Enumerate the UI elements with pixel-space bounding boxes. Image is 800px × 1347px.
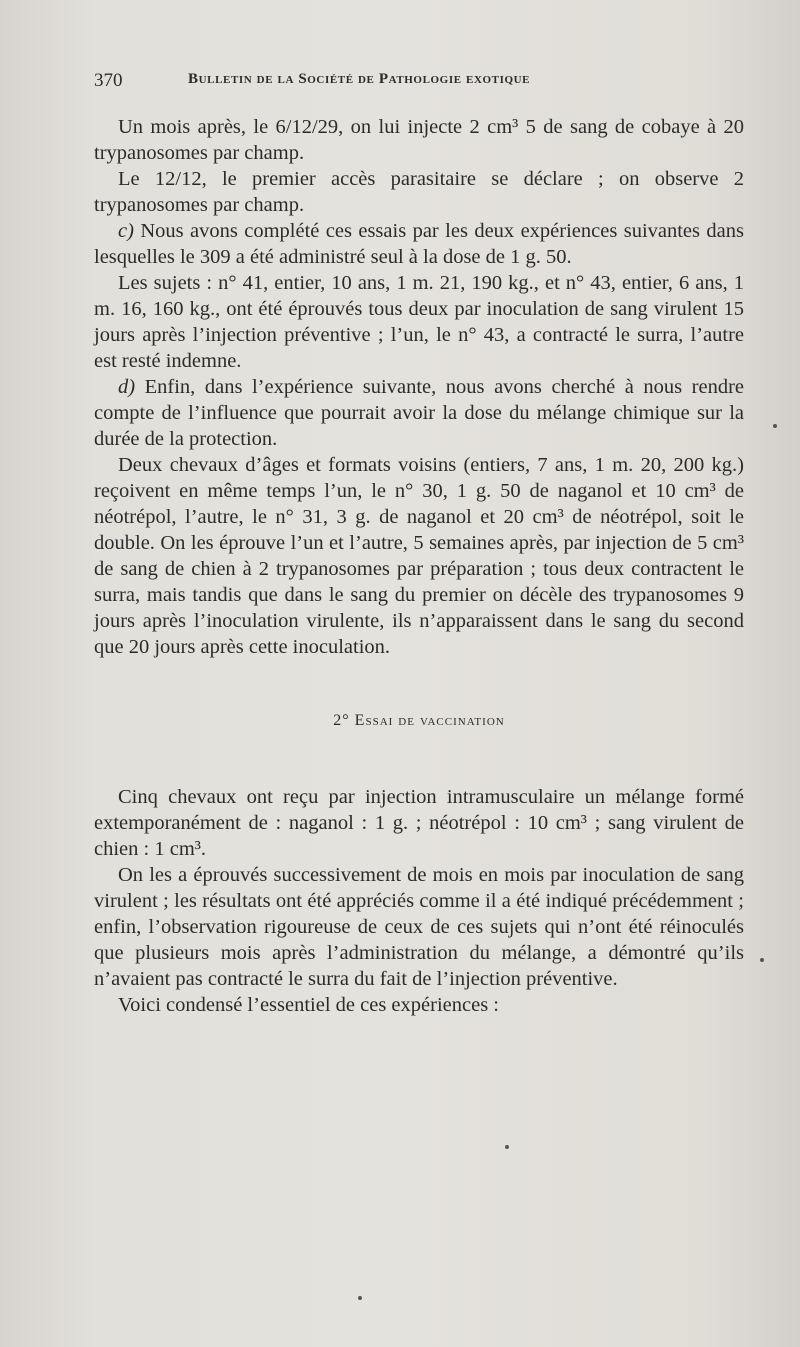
section-title: 2° Essai de vaccination [333,712,505,729]
paragraph-c [94,218,744,270]
running-title: Bulletin de la Société de Pathologie exotique [188,71,531,87]
paragraph-text: Enfin, dans l’expérience suivante, nous avons cherché à nous rendre compte de l’influence que pourrait avoir la dose du mélange chimique sur la durée de la protection. [94,376,744,450]
page-number: 370 [94,70,123,91]
paragraph: Voici condensé l’essentiel de ces expériences : [118,994,500,1016]
scan-speck [358,1296,362,1300]
page-header [94,70,654,100]
paragraph: Le 12/12, le premier accès parasitaire se déclare ; on observe 2 trypanosomes par champ. [94,168,744,216]
list-letter: c) [118,220,134,242]
paragraph: On les a éprouvés successivement de mois en mois par inoculation de sang virulent ; les résultats ont été appréciés comme il a été indiqué précédemment ; enfin, l’observation rigoureuse de ceux de ces sujets qui n’ont été réinoculés que plusieurs mois après l’administration du mélange, a démontré qu’ils n’avaient pas contracté le surra du fait de l’injection préventive. [94,864,744,990]
scan-speck [760,958,764,962]
paragraph: Un mois après, le 6/12/29, on lui injecte 2 cm³ 5 de sang de cobaye à 20 trypanosomes par champ. [94,116,744,164]
scan-speck [505,1145,509,1149]
paragraph: Deux chevaux d’âges et formats voisins (entiers, 7 ans, 1 m. 20, 200 kg.) reçoivent en même temps l’un, le n° 30, 1 g. 50 de naganol et 10 cm³ de néotrépol, l’autre, le n° 31, 3 g. de naganol et 20 cm³ de néotrépol, soit le double. On les éprouve l’un et l’autre, 5 semaines après, par injection de 5 cm³ de sang de chien à 2 trypanosomes par préparation ; tous deux contractent le surra, mais tandis que dans le sang du premier on décèle des trypanosomes 9 jours après l’inoculation virulente, ils n’apparaissent dans le sang du second que 20 jours après cette inoculation. [94,454,744,658]
paragraph: Les sujets : n° 41, entier, 10 ans, 1 m. 21, 190 kg., et n° 43, entier, 6 ans, 1 m. 16, 160 kg., ont été éprouvés tous deux par inoculation de sang virulent 15 jours après l’injection préventive ; l’un, le n° 43, a contracté le surra, l’autre est resté indemne. [94,272,744,372]
paragraph-text: Nous avons complété ces essais par les deux expériences suivantes dans lesquelles le 309 a été administré seul à la dose de 1 g. 50. [94,220,744,268]
body-text [94,114,744,1018]
list-letter: d) [118,376,136,398]
paragraph-d [94,374,744,452]
scan-speck [773,424,777,428]
paragraph: Cinq chevaux ont reçu par injection intramusculaire un mélange formé extemporanément de : naganol : 1 g. ; néotrépol : 10 cm³ ; sang virulent de chien : 1 cm³. [94,786,744,860]
